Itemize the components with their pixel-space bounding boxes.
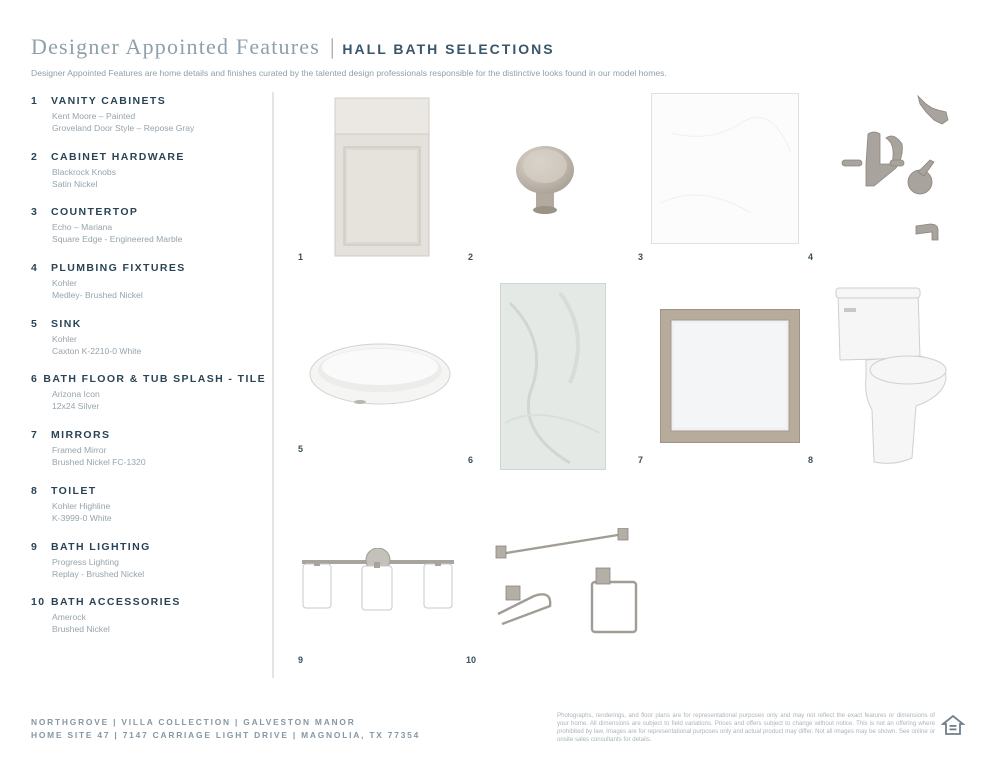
feature-title: TOILET [51,484,97,497]
page-title: Designer Appointed Features [31,34,321,59]
photo-label: 4 [808,252,814,262]
feature-number: 10 [31,596,46,609]
feature-title: BATH ACCESSORIES [51,596,181,609]
feature-number: 7 [31,429,39,442]
photo-label: 1 [298,252,304,262]
feature-detail: Echo – Mariana [52,222,113,233]
footer-line-address: HOME SITE 47 | 7147 CARRIAGE LIGHT DRIVE | MAGNOLIA, TX 77354 [31,730,421,740]
toilet-image [834,286,950,468]
feature-detail: Medley- Brushed Nickel [52,290,143,301]
feature-detail: Blackrock Knobs [52,166,117,177]
legal-disclaimer: Photographs, renderings, and floor plans are for representational purposes only and may not reflect the exact features or dimensions of your home. All dimensions are subject to field variations. Prices and offers subject to change without notice. This is not an offering where prohibited by law. Images are for representational purposes only and actual product may differ. Not all images may be shown. See online or onsite sales consultants for details. [557,712,935,743]
feature-detail: Kohler [52,333,77,344]
feature-number: 8 [31,484,39,497]
feature-detail: 12x24 Silver [52,401,100,412]
feature-detail: Satin Nickel [52,178,98,189]
photo-label: 6 [468,455,474,465]
feature-number: 4 [31,262,39,275]
photo-label: 3 [638,252,644,262]
bath-accessories-image [488,528,638,638]
feature-title: SINK [51,317,82,330]
feature-number: 6 [31,373,39,386]
feature-detail: Kent Moore – Painted [52,111,136,121]
feature-number: 9 [31,540,39,553]
feature-detail: Brushed Nickel [52,624,110,635]
feature-number: 2 [31,150,39,163]
page-description: Designer Appointed Features are home details and finishes curated by the talented design professionals responsible for the distinctive looks found in our model homes. [31,68,667,78]
page-header [31,34,971,78]
feature-item [31,541,266,597]
feature-item [31,318,266,374]
photo-label: 9 [298,655,304,665]
feature-title: MIRRORS [51,429,111,442]
feature-title: COUNTERTOP [51,206,139,219]
feature-detail: Kohler Highline [52,500,111,511]
photo-label: 8 [808,455,814,465]
bath-lighting-image [300,548,456,614]
feature-number: 1 [31,95,39,107]
feature-detail: Square Edge - Engineered Marble [52,234,183,245]
feature-title: PLUMBING FIXTURES [51,262,186,275]
feature-list [31,95,266,652]
cabinet-door-image [334,97,430,257]
photo-label: 5 [298,444,304,454]
countertop-sample-image [651,93,799,244]
feature-detail: K-3999-0 White [52,512,112,523]
feature-item [31,596,266,652]
photo-label: 2 [468,252,474,262]
sink-image [308,340,452,410]
title-row [31,34,971,60]
feature-detail: Arizona Icon [52,389,100,400]
feature-item [31,262,266,318]
feature-title: BATH FLOOR & TUB SPLASH - TILE [43,373,266,386]
feature-detail: Caxton K-2210-0 White [52,345,142,356]
feature-item [31,206,266,262]
equal-housing-opportunity-icon [941,714,965,736]
feature-number: 3 [31,206,39,219]
feature-item [31,485,266,541]
feature-title: BATH LIGHTING [51,540,151,553]
feature-item [31,151,266,207]
feature-item [31,95,266,151]
feature-detail: Amerock [52,612,86,623]
feature-title: CABINET HARDWARE [51,150,185,163]
community-footer [31,716,420,742]
title-separator: | [330,34,335,59]
photo-label: 7 [638,455,644,465]
feature-detail: Replay - Brushed Nickel [52,568,145,579]
vertical-divider [272,92,274,678]
cabinet-knob-image [512,140,578,215]
footer-line-community: NORTHGROVE | VILLA COLLECTION | GALVESTON MANOR [31,717,356,727]
feature-item [31,429,266,485]
feature-detail: Brushed Nickel FC-1320 [52,457,146,468]
page-subtitle: HALL BATH SELECTIONS [342,41,555,57]
feature-detail: Progress Lighting [52,556,119,567]
feature-detail: Framed Mirror [52,445,107,456]
photo-label: 10 [466,655,477,665]
feature-item [31,373,266,429]
feature-title: VANITY CABINETS [51,95,167,107]
feature-detail: Groveland Door Style – Repose Gray [52,123,195,133]
feature-detail: Kohler [52,278,77,289]
framed-mirror-image [660,309,800,443]
plumbing-fixtures-image [834,90,954,250]
floor-tile-image [500,283,606,470]
feature-number: 5 [31,317,39,330]
